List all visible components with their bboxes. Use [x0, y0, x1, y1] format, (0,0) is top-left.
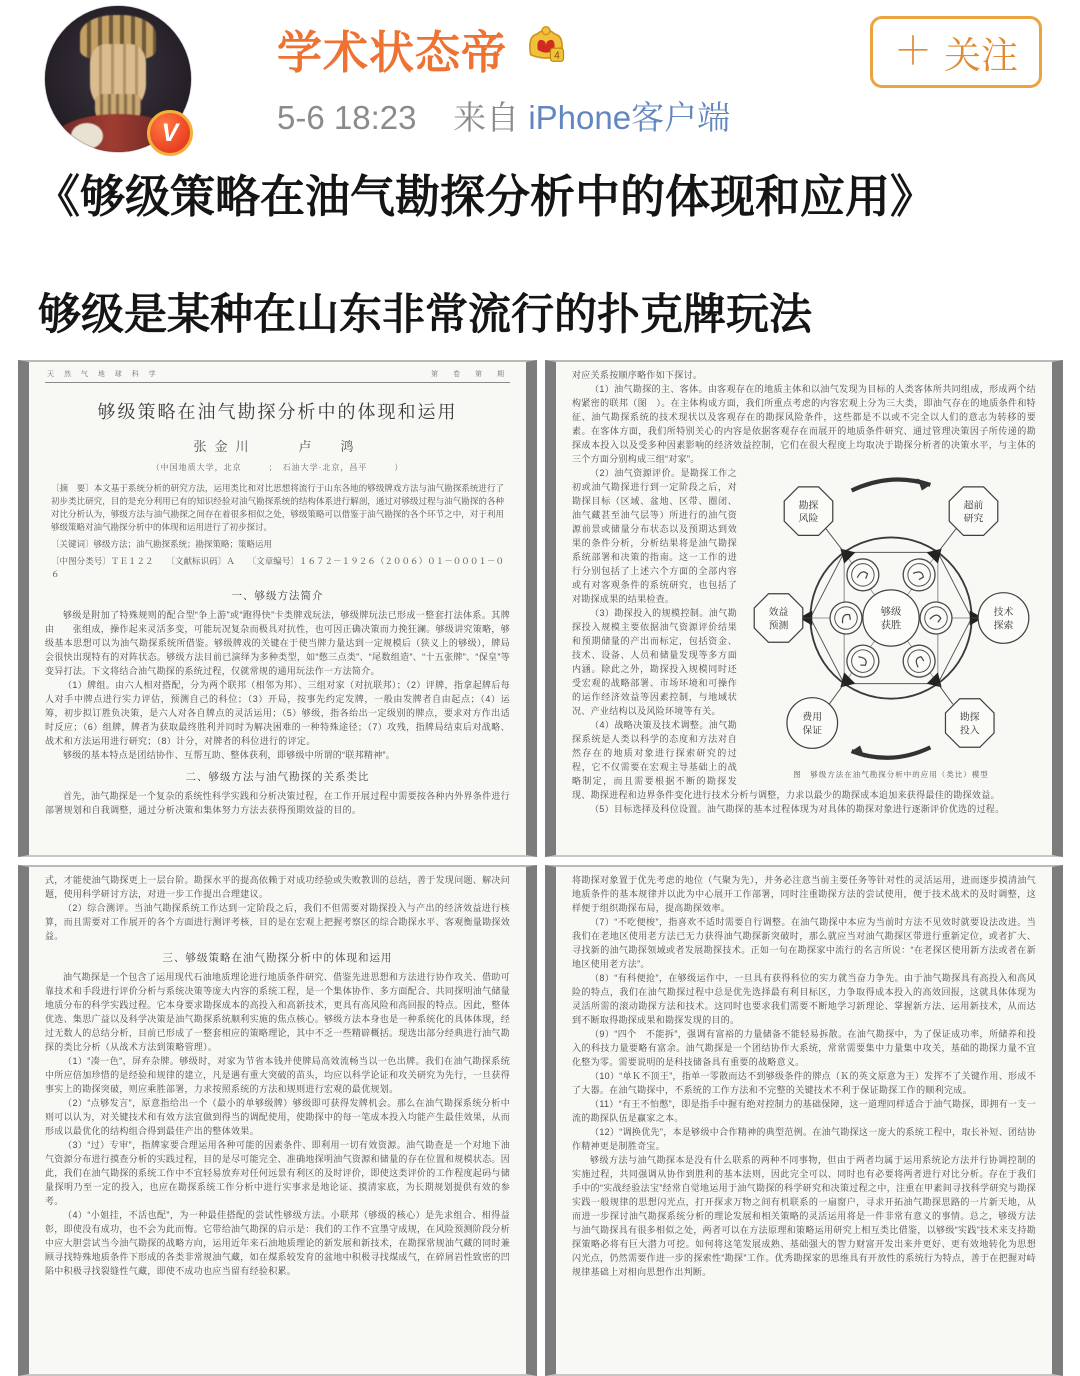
- follow-button[interactable]: [870, 16, 1042, 88]
- gouji-exploration-model-diagram: [746, 468, 1036, 768]
- paper-classification: 〔中图分类号〕ＴＥ１２２ 〔文献标识码〕Ａ 〔文章编号〕１６７２－１９２６（２００６）０１－０００１－０６: [51, 556, 504, 579]
- paper-paragraph: （1）牌组。由六人相对搭配，分为两个联邦（相邻为邦）、三组对家（对抗联邦）；（2）评牌，指拿起牌后每人对手中牌点进行实力评估，预测自己的科位；（3）开局，按事先约定发牌，一般由发牌者自由起点；（4）运筹，初步拟订胜负决策，是六人对各自牌点的灵活运用；（5）够级，指各绐出一定级别的牌点，要求对方作出适时反应；（6）组牌，牌者为获取最终胜利并同时为解决困难的一种特殊途径；（7）攻残，指牌局结束后对战略、战术和方法运用进行研究；（8）计分，对牌者的科位进行的评定。: [45, 680, 510, 746]
- svg-text:超前: 超前: [963, 500, 984, 512]
- vip-crown-icon: [523, 25, 569, 72]
- journal-running-header: 天 然 气 地 球 科 学 第 卷 第 期: [45, 368, 510, 383]
- svg-text:预测: 预测: [768, 620, 789, 632]
- paper-paragraph: （1）“凑一色”，屏弃杂牌。够级时，对家为节省本钱并使牌局高效流畅当以一色出牌。我们在油气勘探系统中所应倍加珍惜的是经验和规律的建立，凡是遇有重大突破的苗头，均应以科学论证和攻关研究为先行，一旦获得事实上的勘探突破，则应乘胜部署，力求按照系统的方法和规则进行宏观的最优规划。: [45, 1056, 511, 1094]
- paper-paragraph: （10）“单Ｋ不顶王”，指单一零散而达不到够级条件的牌点（Ｋ的英文原意为王）发挥不了关键作用、形成不了大器。在油气勘探中，不系统的工作方法和不完整的关键技术不利于保证勘探工作的顺利完成。: [572, 1071, 1036, 1095]
- svg-text:勘探: 勘探: [798, 500, 819, 512]
- post-header: [0, 0, 1080, 152]
- paper-title: 够级策略在油气勘探分析中的体现和运用: [97, 402, 458, 422]
- paper-paragraph: （12）“调换优先”，本是够级中合作精神的典型范例。在油气勘探这一庞大的系统工程中，取长补短、团结协作精神更是制胜奇宝。: [572, 1127, 1036, 1151]
- paper-paragraph: 够级方法与油气勘探本是没有什么联系的两种不同事物，但由于两者均属于运用系统论方法并行协调控制的实施过程，共同强调从协作到胜利的基本法则，因此完全可以、同时也有必要将两者进行对比分析。存在于我们手中的“实战经验法宝”经常自觉地运用于油气勘探的科学研究和决策过程之中，注重在甲素间寻找科学研究与勘探实践一般规律的思想闪光点，打开探求万物之间有机联系的一扇窗户，寻求开拓油气勘探思路的一片新天地，从而进一步探讨油气勘探系统分析的理论发展和相关策略的灵活运用将是一件非常有意义的事情。总之，够级方法与油气勘探具有很多相似之处，两者可以在方法原理和策略运用研究上相互类比借鉴，以够级“实践”技术来支持勘探策略必将有巨大潜力可挖。如何将这笔发展成熟、基础强大的智力财富开发出来并更好、更有效地转化为思想闪光点，仍然需要作进一步的探索性“勘探”工作。优秀勘探家的思维具有开放性的系统行为特点，善于在把握对峙规律基础上对相向思想作出判断。: [572, 1155, 1036, 1277]
- section-heading: 二、够级方法与油气勘探的关系类比: [185, 771, 370, 783]
- source-link[interactable]: iPhone客户端: [528, 99, 731, 136]
- paper-paragraph: 够级的基本特点是团结协作、互帮互助、整体获利，即够级中所谓的“联邦精神”。: [63, 750, 396, 760]
- paper-paragraph: 首先，油气勘探是一个复杂的系统性科学实践和分析决策过程，在工作开展过程中需要按各种内外界条件进行部署规划和自我调整，通过分析决策和集体努力方法去获得预期效益的目的。: [45, 791, 510, 815]
- paper-paragraph: （3）“过）专审”，指牌家要合理运用各种可能的因素条件、即利用一切有效资源。油气勘查是一个对地下油气资源分布进行摸查分析的实践过程，目的是尽可能完全、准确地探明油气资源和储量的存在位置和规模状态。因此，我们在油气勘探的系统工作中不宜轻易放弃对任何远景有利区的及时评价，即使这类评价的工作程度起码与储量探明乃至一定的投入，也应在勘探系统工作分析中进行实事求是地论证、摸清家底，为长期规划提供有效的参考。: [45, 1140, 511, 1206]
- paper-paragraph: 将勘探对象置于优先考虑的地位（气聚为先），并务必注意当前主要任务等针对性的灵活运用，进而逐步摸清油气地质条件的基本规律并以此为中心展开工作部署，同时注重勘探方法的尝试使用，便于技术战术的及时调整，这样便于组织勘探布局，提高勘探效率。: [572, 875, 1036, 913]
- paper-affiliation: （中国地质大学，北京 ； 石油大学·北京，昌平 ）: [151, 463, 404, 472]
- paper-paragraph: （7）“不吃便梭”，指喜欢不适时需要自行调整。在油气勘探中本应为当前时方法不见效时就要设法改进。当我们在老地区使用老方法已无力获得油气勘探新突破时，那么就应当对油气勘探区带进行重新定位，或者扩大、寻找新的油气勘探领域或者发展勘探技术。正如一句在勘探家中流行的名言所说：“在老探区使用新方法或者在新地区使用老方法”。: [572, 917, 1036, 969]
- svg-text:风险: 风险: [798, 513, 819, 525]
- paper-paragraph: （5）目标选择及科位设置。油气勘探的基本过程体现为对具体的勘探对象进行逐渐评价优选的过程。: [590, 804, 1005, 814]
- svg-text:技术: 技术: [993, 607, 1014, 619]
- svg-text:保证: 保证: [802, 725, 823, 737]
- username[interactable]: 学术状态帝: [277, 27, 508, 78]
- figure-diagram: [746, 468, 1036, 780]
- plus-icon: ＋: [893, 31, 932, 73]
- paper-paragraph: 式，才能使油气勘探更上一层台阶。勘探水平的提高依赖于对成功经验或失败教训的总结，善于发现问题、解决问题，使用科学研讨方法，对进一步工作提出合理建议。: [45, 875, 511, 899]
- svg-text:勘探: 勘探: [959, 712, 980, 724]
- post-subtitle: 够级是某种在山东非常流行的扑克牌玩法: [38, 291, 812, 339]
- svg-text:投入: 投入: [959, 725, 980, 737]
- paper-paragraph: （3）勘探投入的规模控制。油气勘探投入规模主要依据油气资源评价结果和预期储量的产出而标定，包括资金、技术、设备、人员和储量发现等多方面内涵。除此之外，勘探投入规模同时还受宏观的战略部署、市场环境和可操作的运作经济效益等因素控制，与地域状况、产业结构以及风险环境等有关。: [572, 608, 737, 716]
- svg-text:研究: 研究: [963, 513, 984, 525]
- paper-paragraph: （4）战略决策及技术调整。油气勘探系统是人类以科学的态度和方法对自然存在的地质对象进行探索研究的过程，它不仅需要在宏观主导基础上的战略制定，而且需要根据不断的勘探发现、勘探进程和边界条件变化进行技术分析与调整，力求以最少的勘探成本追加来获得最佳的勘探效益。: [572, 720, 1000, 800]
- paper-page-image-2[interactable]: [545, 360, 1063, 857]
- verified-badge-icon: V: [147, 110, 193, 156]
- paper-page-image-3[interactable]: [18, 865, 537, 1376]
- paper-paragraph: （2）油气资源评价。是勘探工作之初或油气勘探进行到一定阶段之后，对勘探目标（区域、盆地、区带、圈闭、油气藏甚至油气层等）所进行的油气资源前景或储量分布状态以及预期达到效果的条件分析，分析结果将是油气勘探系统部署和决策的指南。这一工作的进行分别包括了上述六个方面的全部内容或有对客观条件的系统研究，也包括了对勘探成果的结果检查。: [572, 468, 737, 604]
- paper-abstract: 〔摘 要〕本文基于系统分析的研究方法，运用类比和对比思想将流行于山东各地的够级牌戏方法与油气勘探系统进行了初步类比研究，目的是充分利用已有的知识经验对油气勘探系统的结构体系进行解剖，通过对够级过程与油气勘探的各种对比分析认为，够级方法与油气勘探之间存在着很多相似之处，够级策略可以借鉴于油气勘探的各个环节之中，对于利用够级策略对油气勘探分析中的体现和运用进行了初步探讨。: [51, 483, 504, 532]
- figure-caption: 图 够级方法在油气勘探分析中的应用（类比）模型: [793, 770, 989, 779]
- svg-text:4: 4: [554, 50, 561, 62]
- svg-text:效益: 效益: [768, 607, 789, 619]
- paper-page-image-4[interactable]: [545, 865, 1063, 1376]
- paper-authors: 张金川 卢 鸿: [193, 439, 362, 454]
- svg-text:探索: 探索: [993, 620, 1014, 632]
- paper-paragraph: （9）“四个 不能拆”，强调有富裕的力量储备不能轻易拆散。在油气勘探中，为了保证成功率，所储养和投入的科技力量要略有富余。油气勘探是一个团结协作大系统，常常需要集中力量集中攻关，基础的勘探力量不宜化整为零。需要说明的是科技储备具有重要的战略意义。: [572, 1029, 1036, 1067]
- follow-label: 关注: [944, 35, 1018, 76]
- paper-paragraph: 对应关系按顺序略作如下探讨。: [572, 370, 703, 380]
- paper-paragraph: （11）“有王不怕憋”，即是指手中握有绝对控制力的基础保障，这一道理同样适合于油气勘探，即拥有一支一流的勘探队伍是赢家之本。: [572, 1099, 1036, 1123]
- svg-text:获胜: 获胜: [880, 620, 902, 632]
- svg-text:够级: 够级: [880, 607, 902, 619]
- paper-keywords: 〔关键词〕够级方法；油气勘探系统；勘探策略；策略运用: [51, 539, 273, 549]
- paper-paragraph: （2）综合测评。当油气勘探系统工作达到一定阶段之后，我们不但需要对勘探投入与产出的经济效益进行核算，而且需要对工作展开的各个方面进行测评考核，目的是在宏观上把握考察区的综合勘探水平、客观衡量勘探效益。: [45, 903, 511, 941]
- paper-paragraph: 油气勘探是一个包含了运用现代石油地质理论进行地质条件研究、借鉴先进思想和方法进行协作攻关、借助可靠技术和手段进行评价分析与系统决策等庞大内容的系统工程，是一个集体协作、多方面配合、共同探明油气储量地质分布的科学实践过程。它本身要求勘探成本的高投入和高新技术，更具有高风险和高回报的特点。因此，整体优选、集思广益以及科学决策是油气勘探系统顺利实施的焦点核心。够级方法本身也是一种系统化的具体体现，经过无数人的总结分析，目前已形成了一整套相应的策略理论，其中不乏一些精辟概括。现选出部分经典进行油气勘探的类比分析（从战术方法到策略管理）。: [45, 972, 511, 1052]
- paper-page-image-1[interactable]: [18, 360, 537, 857]
- paper-pages-grid: [18, 360, 1080, 1376]
- section-heading: 一、够级方法简介: [231, 590, 324, 602]
- post-title: 《够级策略在油气勘探分析中的体现和应用》: [35, 171, 936, 222]
- post-meta: [277, 92, 730, 139]
- avatar[interactable]: [45, 6, 191, 152]
- source-prefix: 来自: [453, 99, 520, 136]
- timestamp: 5-6 18:23: [277, 99, 417, 136]
- paper-paragraph: （4）“小姐挂，不活也配”，为一种最佳搭配的尝试性够级方法。小联邦（够级的核心）是先求组合、相得益彰，即使没有成功，也不会为此而悔。它带给油气勘探的启示是：我们的工作不宜墨守成规，在风险预测阶段分析中应大胆尝试当今油气勘探的战略方向，运用近年来石油地质理论的新发展和新技术，在勘探常规油气藏的同时兼顾寻找特殊地质条件下形成的各类非常规油气藏，如在煤系较发育的盆地中积极寻找煤成气，在碎屑岩性致密的凹陷中积极寻找裂缝性气藏，即使不成功也应当留有经验积累。: [45, 1210, 511, 1276]
- paper-paragraph: 够级是附加了特殊规则的配合型“争上游”或“跑得快”卡类牌戏玩法，够级牌玩法已形成一整套打法体系。其牌由 张组成，操作起来灵活多变，可能玩况复杂而极具对抗性，也可因正确决策而力挽狂澜。够级讲究策略，够级基本思想可以为油气勘探系统所借鉴。够级牌戏的关键在于使当牌力量达到一定规模后（狭义上的够级），牌局会很快出现特有的对阵状态。够级方法目前已演绎为多种类型，如“憋三点类”、“尾数组造”、“十五张牌”、“保皇”等变异打法。下文将结合油气勘探的系统过程，仅就常规的通用玩法作一方法简介。: [45, 610, 511, 676]
- paper-paragraph: （1）油气勘探的主、客体。由客观存在的地质主体和以油气发现为目标的人类客体所共同组成，形成两个结构紧密的联邦（图 ）。在主体构成方面，我们所重点考虑的内容宏观上分为三大类，即油气存在的地质条件和特征、油气勘探系统的技术现状以及客观存在的勘探风险条件，这些都是不以或不完全以人们的意志为转移的要素。在客体方面，我们所特别关心的内容是依据客观存在而展开的地质条件研究、通过管理决策因子所传递的勘探成本投入以及受多种因素影响的经济效益控制，它们在很大程度上均取决于勘探分析者的决策水平，与主体的三个方面分别构成三组“对家”。: [572, 384, 1036, 464]
- paper-paragraph: （2）“点够发言”，原意指给出一个（最小的单够级牌）够级即可获得发牌机会。那么在油气勘探系统分析中则可以认为，对关键技术和有效方法宜做到得当的调配使用，使勘探中的每一笔成本投入均能产生最佳效果，从而形成以最优化的结构组合得到最佳产出的整体效果。: [45, 1098, 511, 1136]
- svg-text:费用: 费用: [802, 712, 823, 724]
- section-heading: 三、够级策略在油气勘探分析中的体现和运用: [162, 952, 393, 964]
- paper-paragraph: （8）“有科便抢”，在够级运作中，一旦具有获得科位的实力就当奋力争先。由于油气勘探具有高投入和高风险的特点，我们在油气勘探过程中总是优先选择最有利目标区，力争取得成本投入的高效回报，这就具体体现为灵活所需的滚动勘探方法和技术。这同时也要求我们需要不断地学习新理论、掌握新方法、运用新技术，从而达到不断取得勘探成果和勘探发现的目的。: [572, 973, 1036, 1025]
